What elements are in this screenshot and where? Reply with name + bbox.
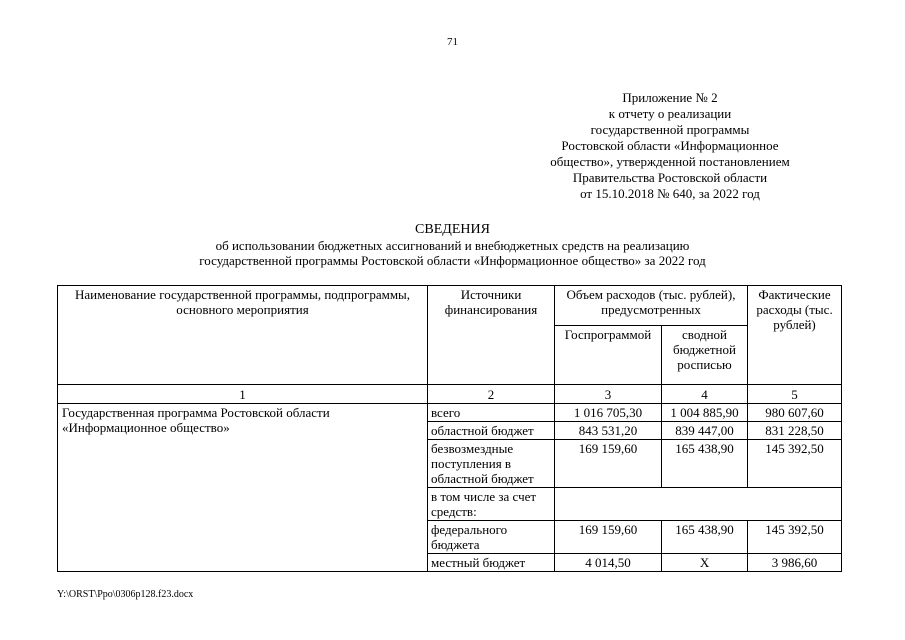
- appendix-line: Правительства Ростовской области: [572, 170, 768, 185]
- program-name: Государственная программа Ростовской области «Информационное общество»: [58, 404, 428, 572]
- column-number: 1: [58, 385, 428, 404]
- program-value: 169 159,60: [555, 521, 662, 554]
- source-cell: в том числе за счет средств:: [428, 488, 555, 521]
- column-number: 2: [428, 385, 555, 404]
- page-number: 71: [447, 36, 458, 48]
- budget-list-value: 165 438,90: [662, 440, 748, 488]
- actual-value: 980 607,60: [748, 404, 842, 422]
- appendix-line: государственной программы: [590, 122, 750, 137]
- source-cell: областной бюджет: [428, 422, 555, 440]
- budget-list-value: 1 004 885,90: [662, 404, 748, 422]
- actual-value: 145 392,50: [748, 440, 842, 488]
- source-cell: всего: [428, 404, 555, 422]
- appendix-line: от 15.10.2018 № 640, за 2022 год: [580, 186, 760, 201]
- program-value: 4 014,50: [555, 554, 662, 572]
- column-number: 5: [748, 385, 842, 404]
- appendix-line: Ростовской области «Информационное: [561, 138, 779, 153]
- header-program: Госпрограммой: [555, 326, 662, 385]
- program-value: 843 531,20: [555, 422, 662, 440]
- column-number: 3: [555, 385, 662, 404]
- header-budget-list: сводной бюджетной росписью: [662, 326, 748, 385]
- title-line: государственной программы Ростовской области «Информационное общество» за 2022 год: [199, 253, 706, 268]
- table-header-row: [58, 286, 842, 326]
- source-cell: безвозмездные поступления в областной бюджет: [428, 440, 555, 488]
- header-planned: Объем расходов (тыс. рублей), предусмотренных: [555, 286, 748, 326]
- header-name: Наименование государственной программы, подпрограммы, основного мероприятия: [58, 286, 428, 385]
- program-value: 169 159,60: [555, 440, 662, 488]
- actual-value: 145 392,50: [748, 521, 842, 554]
- actual-value: 3 986,60: [748, 554, 842, 572]
- header-source: Источники финансирования: [428, 286, 555, 385]
- source-cell: местный бюджет: [428, 554, 555, 572]
- header-actual: Фактические расходы (тыс. рублей): [748, 286, 842, 385]
- title-line: об использовании бюджетных ассигнований и внебюджетных средств на реализацию: [215, 237, 690, 253]
- budget-list-value: 165 438,90: [662, 521, 748, 554]
- appendix-line: Приложение № 2: [622, 90, 718, 105]
- appendix-header: [530, 90, 810, 202]
- actual-value: 831 228,50: [748, 422, 842, 440]
- footer-file-path: Y:\ORST\Ppo\0306p128.f23.docx: [57, 589, 194, 600]
- appendix-line: общество», утвержденной постановлением: [550, 154, 790, 169]
- table-row: [58, 404, 842, 422]
- title-main: СВЕДЕНИЯ: [415, 222, 490, 237]
- source-cell: федерального бюджета: [428, 521, 555, 554]
- column-number-row: [58, 385, 842, 404]
- column-number: 4: [662, 385, 748, 404]
- budget-list-value: 839 447,00: [662, 422, 748, 440]
- program-value: 1 016 705,30: [555, 404, 662, 422]
- budget-table: [57, 285, 842, 572]
- document-title: [0, 222, 905, 269]
- budget-list-value: X: [662, 554, 748, 572]
- appendix-line: к отчету о реализации: [608, 106, 732, 121]
- empty-merged-cell: [555, 488, 842, 521]
